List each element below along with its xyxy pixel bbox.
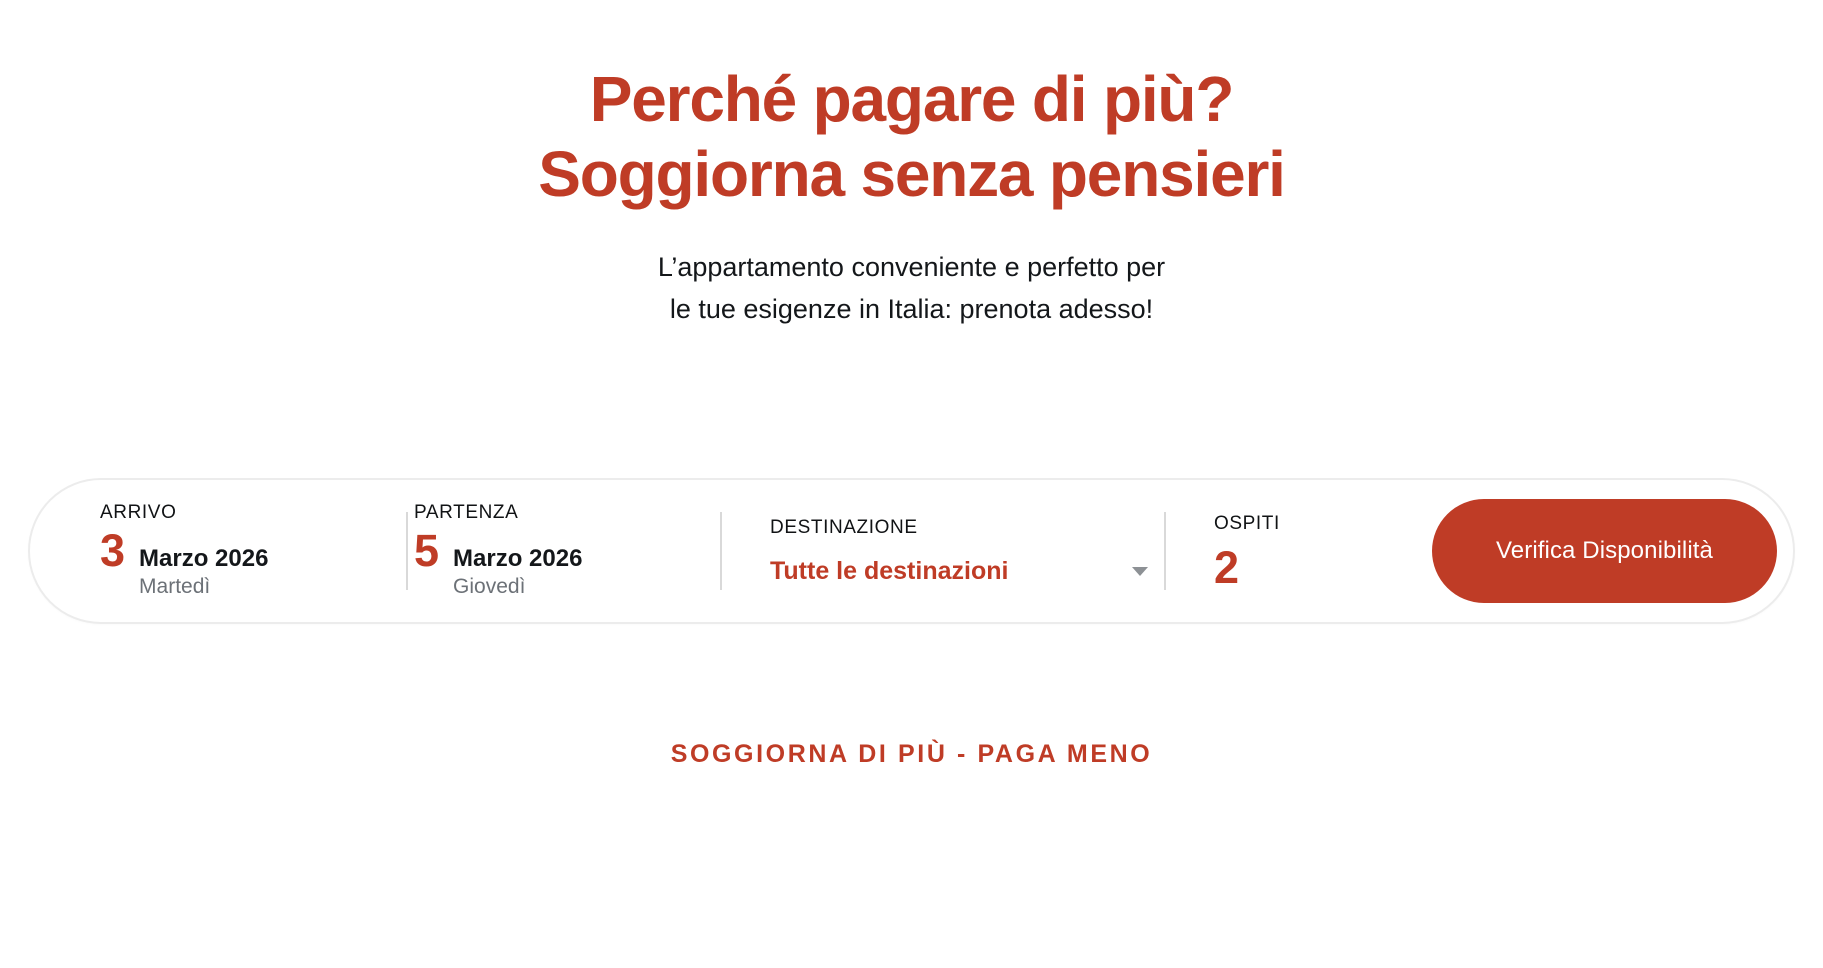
check-availability-button[interactable]: Verifica Disponibilità <box>1432 499 1777 603</box>
promo-tagline: SOGGIORNA DI PIÙ - PAGA MENO <box>670 740 1153 768</box>
arrival-month-year: Marzo 2026 <box>139 545 269 573</box>
arrival-value <box>100 525 400 600</box>
departure-day-number: 5 <box>414 525 440 577</box>
destination-label: DESTINAZIONE <box>770 516 918 538</box>
arrival-weekday: Martedì <box>139 574 211 598</box>
page-subtitle <box>0 246 1823 331</box>
arrival-label: ARRIVO <box>100 502 177 524</box>
arrival-day-number: 3 <box>100 525 126 577</box>
departure-date-field[interactable] <box>414 503 714 599</box>
departure-month-year: Marzo 2026 <box>453 545 583 573</box>
destination-value: Tutte le destinazioni <box>770 556 1009 585</box>
page-title-line-2: Soggiorna senza pensieri <box>538 137 1285 210</box>
hero-section <box>0 0 1823 331</box>
guests-label: OSPITI <box>1214 512 1280 534</box>
divider-1 <box>406 512 408 590</box>
departure-date-text <box>453 545 582 600</box>
arrival-date-text <box>139 545 268 600</box>
divider-2 <box>720 512 722 590</box>
booking-search-bar <box>28 478 1795 624</box>
page-title-line-1: Perché pagare di più? <box>589 63 1234 135</box>
chevron-down-icon[interactable] <box>1132 567 1148 576</box>
page-subtitle-line-2: le tue esigenze in Italia: prenota adesso! <box>669 294 1154 325</box>
guests-field[interactable] <box>1172 503 1362 599</box>
destination-field[interactable] <box>728 503 1158 599</box>
destination-select[interactable] <box>770 557 1158 586</box>
departure-value <box>414 525 714 600</box>
page-subtitle-line-1: L’appartamento conveniente e perfetto per <box>657 251 1166 282</box>
arrival-date-field[interactable] <box>100 503 400 599</box>
page-title <box>0 62 1823 212</box>
search-bar-wrapper <box>28 478 1795 624</box>
departure-weekday: Giovedì <box>453 574 526 598</box>
departure-label: PARTENZA <box>414 502 519 524</box>
guests-value: 2 <box>1214 541 1240 593</box>
divider-3 <box>1164 512 1166 590</box>
